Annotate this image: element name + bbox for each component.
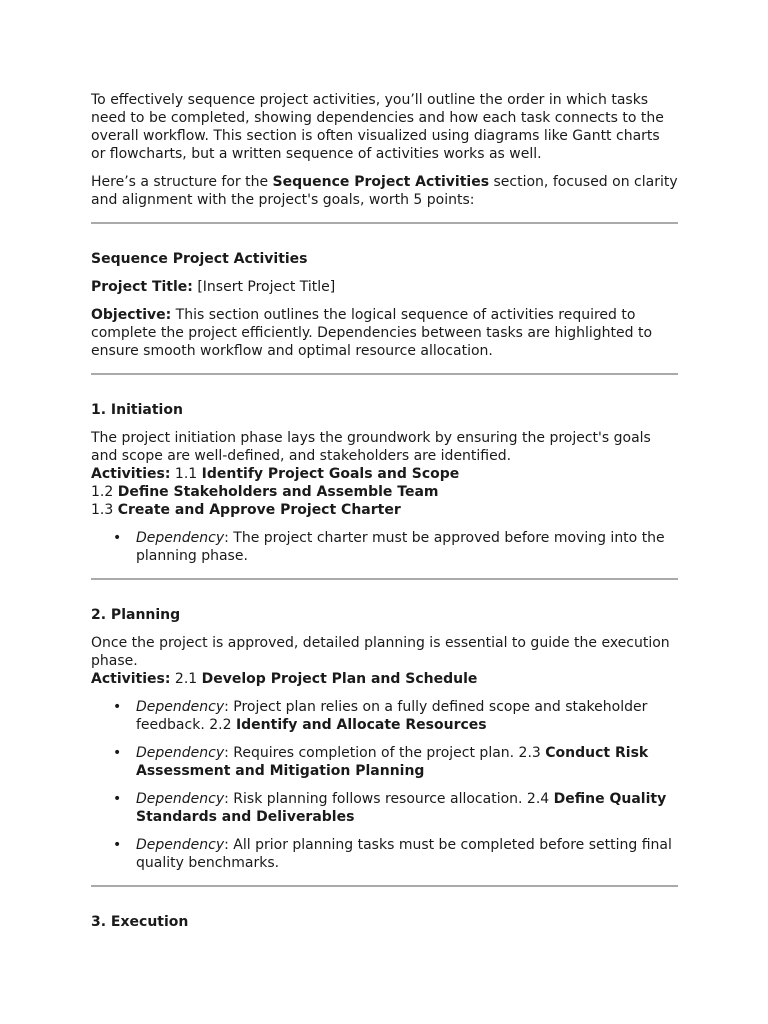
activity-name: Develop Project Plan and Schedule [201, 671, 478, 687]
dependency-text: : The project charter must be approved before moving into the planning phase. [136, 530, 665, 564]
dependency-label: Dependency [136, 745, 225, 761]
planning-dependency-list [91, 698, 678, 872]
dependency-label: Dependency [136, 699, 225, 715]
objective-label: Objective: [91, 307, 172, 323]
section-title: Sequence Project Activities [91, 251, 308, 267]
objective-paragraph [91, 306, 678, 360]
activity-name: Identify and Allocate Resources [235, 717, 487, 733]
initiation-activity-3 [91, 501, 678, 519]
activity-name: Identify Project Goals and Scope [201, 466, 460, 482]
dependency-item [91, 836, 678, 872]
project-title-line [91, 278, 678, 296]
dependency-label: Dependency [136, 837, 225, 853]
activities-label: Activities: [91, 671, 171, 687]
activity-number: 1.1 [170, 466, 202, 482]
initiation-body [91, 429, 678, 519]
activity-number: 1.3 [91, 502, 118, 518]
project-title-label: Project Title: [91, 279, 193, 295]
divider [91, 222, 678, 224]
objective-text: This section outlines the logical sequence of activities required to complete the project efficiently. Dependencies between tasks are highlighted to ensure smooth workflow and optimal resource allocation. [91, 307, 653, 359]
activity-name: Define Stakeholders and Assemble Team [117, 484, 439, 500]
intro-structure-bold: Sequence Project Activities [272, 174, 490, 190]
dependency-item [91, 698, 678, 734]
initiation-description: The project initiation phase lays the groundwork by ensuring the project's goals and scope are well-defined, and stakeholders are identified. [91, 430, 651, 464]
intro-structure-text-end: section, focused on clarity and alignment with the project's goals, worth 5 points: [91, 174, 678, 208]
initiation-heading: 1. Initiation [91, 402, 183, 418]
divider [91, 578, 678, 580]
activity-number: 2.1 [170, 671, 202, 687]
dependency-item [91, 790, 678, 826]
dependency-item [91, 744, 678, 780]
planning-description: Once the project is approved, detailed planning is essential to guide the execution phase. [91, 635, 670, 669]
dependency-text: : Risk planning follows resource allocation. 2.4 [224, 791, 554, 807]
intro-structure-paragraph [91, 173, 678, 209]
divider [91, 885, 678, 887]
activities-label: Activities: [91, 466, 171, 482]
initiation-activity-1 [91, 465, 678, 483]
divider [91, 373, 678, 375]
activity-number: 1.2 [91, 484, 118, 500]
activity-name: Create and Approve Project Charter [117, 502, 401, 518]
dependency-text: : Project plan relies on a fully defined scope and stakeholder feedback. 2.2 [136, 699, 648, 733]
activity-name: Define Quality Standards and Deliverables [136, 791, 667, 825]
initiation-dependency-list [91, 529, 678, 565]
dependency-item [91, 529, 678, 565]
dependency-label: Dependency [136, 791, 225, 807]
dependency-text: : Requires completion of the project plan. 2.3 [224, 745, 546, 761]
planning-heading: 2. Planning [91, 607, 181, 623]
intro-paragraph: To effectively sequence project activities, you’ll outline the order in which tasks need to be completed, showing dependencies and how each task connects to the overall workflow. This section is often visualized using diagrams like Gantt charts or flowcharts, but a written sequence of activities works as well. [91, 92, 664, 162]
intro-structure-text: Here’s a structure for the [91, 174, 273, 190]
planning-activity-1 [91, 670, 678, 688]
activity-name: Conduct Risk Assessment and Mitigation Planning [136, 745, 649, 779]
dependency-label: Dependency [136, 530, 225, 546]
initiation-activity-2 [91, 483, 678, 501]
project-title-value: [Insert Project Title] [192, 279, 336, 295]
dependency-text: : All prior planning tasks must be completed before setting final quality benchmarks. [136, 837, 672, 871]
planning-body [91, 634, 678, 688]
execution-heading: 3. Execution [91, 914, 189, 930]
